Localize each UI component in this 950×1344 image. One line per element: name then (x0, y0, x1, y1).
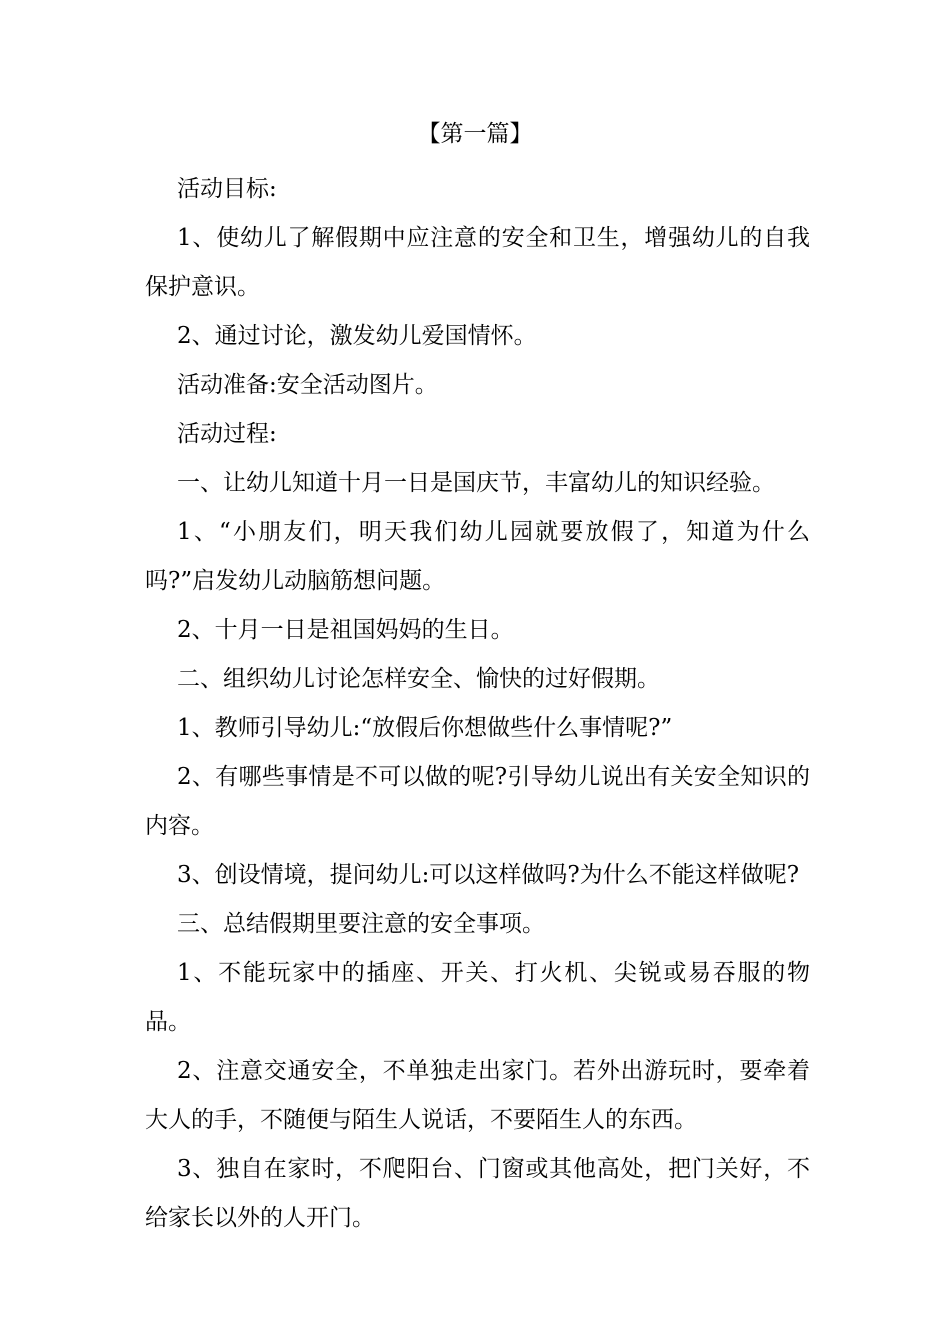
paragraph-section-3-item-3: 3、独自在家时，不爬阳台、门窗或其他高处，把门关好，不给家长以外的人开门。 (145, 1156, 810, 1231)
paragraph-section-3-item-2: 2、注意交通安全，不单独走出家门。若外出游玩时，要牵着大人的手，不随便与陌生人说话，不要陌生人的东西。 (145, 1058, 810, 1133)
paragraph-section-2-item-3: 3、创设情境，提问幼儿:可以这样做吗?为什么不能这样做呢? (177, 862, 800, 888)
document-body (145, 165, 810, 1243)
paragraph-goal-1: 1、使幼儿了解假期中应注意的安全和卫生，增强幼儿的自我保护意识。 (145, 225, 810, 300)
paragraph-section-1-item-1: 1、“小朋友们，明天我们幼儿园就要放假了，知道为什么吗?”启发幼儿动脑筋想问题。 (145, 519, 810, 594)
paragraph-section-2-item-1: 1、教师引导幼儿:“放假后你想做些什么事情呢?” (177, 715, 673, 741)
paragraph-activity-process-heading: 活动过程: (177, 421, 277, 447)
paragraph-section-2: 二、组织幼儿讨论怎样安全、愉快的过好假期。 (177, 666, 660, 692)
paragraph-section-3-item-1: 1、不能玩家中的插座、开关、打火机、尖锐或易吞服的物品。 (145, 960, 810, 1035)
paragraph-activity-goals-heading: 活动目标: (177, 176, 277, 202)
paragraph-goal-2: 2、通过讨论，激发幼儿爱国情怀。 (177, 323, 537, 349)
paragraph-section-2-item-2: 2、有哪些事情是不可以做的呢?引导幼儿说出有关安全知识的内容。 (145, 764, 810, 839)
paragraph-section-1: 一、让幼儿知道十月一日是国庆节，丰富幼儿的知识经验。 (177, 470, 775, 496)
paragraph-activity-preparation: 活动准备:安全活动图片。 (177, 372, 438, 398)
paragraph-section-3: 三、总结假期里要注意的安全事项。 (177, 911, 545, 937)
paragraph-section-1-item-2: 2、十月一日是祖国妈妈的生日。 (177, 617, 514, 643)
document-title: 【第一篇】 (417, 121, 533, 147)
